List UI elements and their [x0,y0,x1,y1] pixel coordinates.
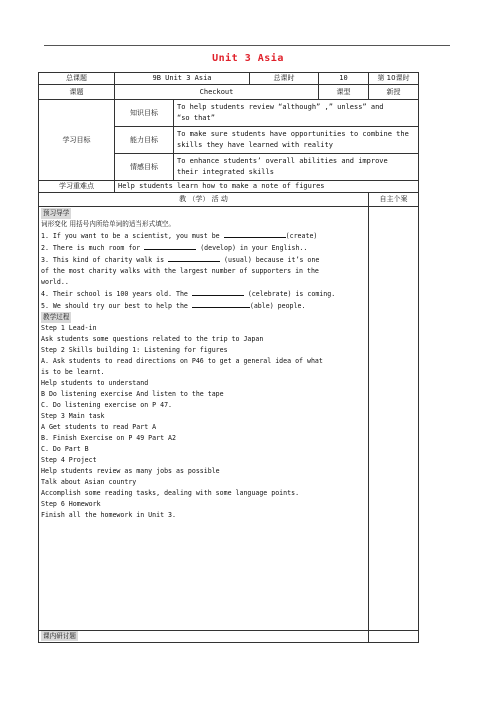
key-points-value: Help students learn how to make a note of figures [115,181,419,193]
activity-header: 教 （学） 活 动 [39,193,369,207]
knowledge-line-1: To help students review “although” ,” unless” and [177,103,384,111]
process-line: A. Ask students to read directions on P46 to get a general idea of what [41,357,323,365]
process-line: B Do listening exercise And listen to the tape [41,390,224,398]
emotion-text [174,154,419,181]
answer-blank [144,242,196,250]
row-topic [39,85,419,100]
process-line: B. Finish Exercise on P 49 Part A2 [41,434,176,442]
ability-text [174,127,419,154]
answer-blank [168,254,220,262]
topic-label: 课题 [39,85,115,100]
discussion-side [369,631,419,643]
total-topic-value: 9B Unit 3 Asia [115,73,250,85]
row-main-content [39,207,419,631]
self-case-header: 自主个案 [369,193,419,207]
preview-heading: 预习导学 [43,209,70,217]
ability-line-1: To make sure students have opportunities to combine the [177,130,409,138]
type-value: 新授 [369,85,419,100]
process-line: Talk about Asian country [41,478,137,486]
knowledge-text [174,100,419,127]
total-topic-label: 总课题 [39,73,115,85]
topic-value: Checkout [115,85,319,100]
total-hours-label: 总课时 [250,73,319,85]
process-line: Accomplish some reading tasks, dealing with some language points. [41,489,300,497]
discussion-cell [39,631,369,643]
type-label: 课型 [319,85,369,100]
process-heading: 教学过程 [43,313,70,321]
process-line: Step 1 Lead-in [41,324,97,332]
process-line: Finish all the homework in Unit 3. [41,511,176,519]
preview-instruction: 词形变化 用括号内所给单词的适当形式填空。 [41,220,175,228]
process-line: Help students to understand [41,379,149,387]
self-case-column [369,207,419,631]
process-line: Step 4 Project [41,456,97,464]
answer-blank [192,300,250,308]
exercise-1: 1. If you want to be a scientist, you must be (create) [41,232,318,240]
lesson-number: 第 10课时 [369,73,419,85]
row-discussion [39,631,419,643]
exercise-3: 3. This kind of charity walk is (usual) because it’s one [41,256,320,264]
row-total-topic [39,73,419,85]
discussion-heading: 课内研讨题 [43,632,76,640]
process-line: Step 2 Skills building 1: Listening for figures [41,346,228,354]
exercise-4: 4. Their school is 100 years old. The (celebrate) is coming. [41,290,336,298]
page-title: Unit 3 Asia [212,53,284,64]
knowledge-line-2: “so that” [177,114,215,122]
exercise-3-end: world.. [41,278,69,286]
main-content [39,207,369,631]
key-points-label: 学习重难点 [39,181,115,193]
exercise-3-cont: of the most charity walks with the largest number of supporters in the [41,267,319,275]
goals-label: 学习目标 [39,100,115,181]
answer-blank [224,230,286,238]
total-hours-value: 10 [319,73,369,85]
process-line: is to be learnt. [41,368,105,376]
emotion-line-1: To enhance students’ overall abilities and improve [177,157,388,165]
row-key-points [39,181,419,193]
process-line: Step 6 Homework [41,500,101,508]
exercise-2: 2. There is much room for (develop) in your English.. [41,244,308,252]
process-line: A Get students to read Part A [41,423,157,431]
row-goal-knowledge [39,100,419,127]
answer-blank [192,288,244,296]
header-rule [44,45,450,46]
emotion-line-2: their integrated skills [177,168,274,176]
emotion-label: 情感目标 [115,154,174,181]
knowledge-label: 知识目标 [115,100,174,127]
process-line: C. Do listening exercise on P 47. [41,401,173,409]
exercise-5: 5. We should try our best to help the (able) people. [41,302,306,310]
lesson-plan-table [38,72,419,643]
process-line: Ask students some questions related to the trip to Japan [41,335,264,343]
process-line: Step 3 Main task [41,412,105,420]
process-line: C. Do Part B [41,445,89,453]
ability-line-2: skills they have learned with reality [177,141,333,149]
ability-label: 能力目标 [115,127,174,154]
process-line: Help students review as many jobs as possible [41,467,220,475]
row-activity-header [39,193,419,207]
